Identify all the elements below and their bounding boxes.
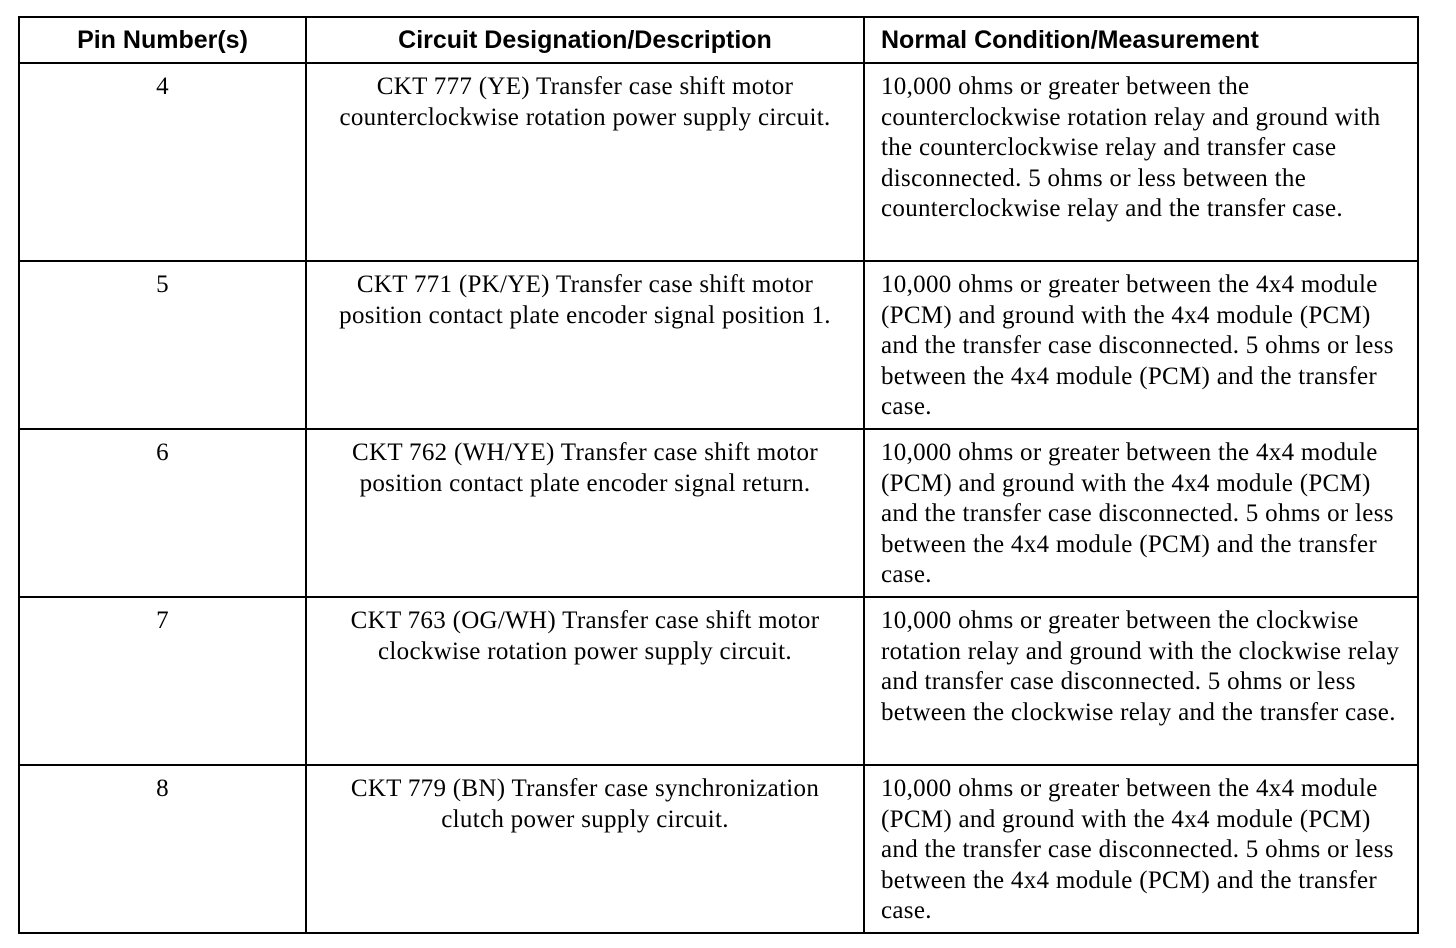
pin-number-cell: 7 bbox=[19, 597, 306, 765]
table-row bbox=[19, 261, 1418, 429]
header-row bbox=[19, 17, 1418, 63]
pin-number-cell: 8 bbox=[19, 765, 306, 933]
normal-condition-cell: 10,000 ohms or greater between the 4x4 module (PCM) and ground with the 4x4 module (PCM) and the transfer case disconnected. 5 ohms or less between the 4x4 module (PCM) and the transfer case. bbox=[864, 261, 1418, 429]
header-normal-condition: Normal Condition/Measurement bbox=[864, 17, 1418, 63]
circuit-description-cell: CKT 771 (PK/YE) Transfer case shift motor position contact plate encoder signal position 1. bbox=[306, 261, 864, 429]
header-pin-numbers: Pin Number(s) bbox=[19, 17, 306, 63]
normal-condition-cell: 10,000 ohms or greater between the clockwise rotation relay and ground with the clockwise relay and transfer case disconnected. 5 ohms or less between the clockwise relay and the transfer case. bbox=[864, 597, 1418, 765]
table-header bbox=[19, 17, 1418, 63]
pin-number-cell: 4 bbox=[19, 63, 306, 261]
table-body bbox=[19, 63, 1418, 933]
table-row bbox=[19, 765, 1418, 933]
table-row bbox=[19, 63, 1418, 261]
pinout-table bbox=[18, 16, 1419, 934]
pin-number-cell: 5 bbox=[19, 261, 306, 429]
pin-number-cell: 6 bbox=[19, 429, 306, 597]
normal-condition-cell: 10,000 ohms or greater between the 4x4 module (PCM) and ground with the 4x4 module (PCM) and the transfer case disconnected. 5 ohms or less between the 4x4 module (PCM) and the transfer case. bbox=[864, 765, 1418, 933]
circuit-description-cell: CKT 763 (OG/WH) Transfer case shift motor clockwise rotation power supply circuit. bbox=[306, 597, 864, 765]
circuit-description-cell: CKT 777 (YE) Transfer case shift motor counterclockwise rotation power supply circuit. bbox=[306, 63, 864, 261]
table-row bbox=[19, 429, 1418, 597]
header-circuit-description: Circuit Designation/Description bbox=[306, 17, 864, 63]
table-row bbox=[19, 597, 1418, 765]
normal-condition-cell: 10,000 ohms or greater between the 4x4 module (PCM) and ground with the 4x4 module (PCM) and the transfer case disconnected. 5 ohms or less between the 4x4 module (PCM) and the transfer case. bbox=[864, 429, 1418, 597]
circuit-description-cell: CKT 779 (BN) Transfer case synchronization clutch power supply circuit. bbox=[306, 765, 864, 933]
circuit-description-cell: CKT 762 (WH/YE) Transfer case shift motor position contact plate encoder signal return. bbox=[306, 429, 864, 597]
normal-condition-cell: 10,000 ohms or greater between the counterclockwise rotation relay and ground with the counterclockwise relay and transfer case disconnected. 5 ohms or less between the counterclockwise relay and the transfer case. bbox=[864, 63, 1418, 261]
